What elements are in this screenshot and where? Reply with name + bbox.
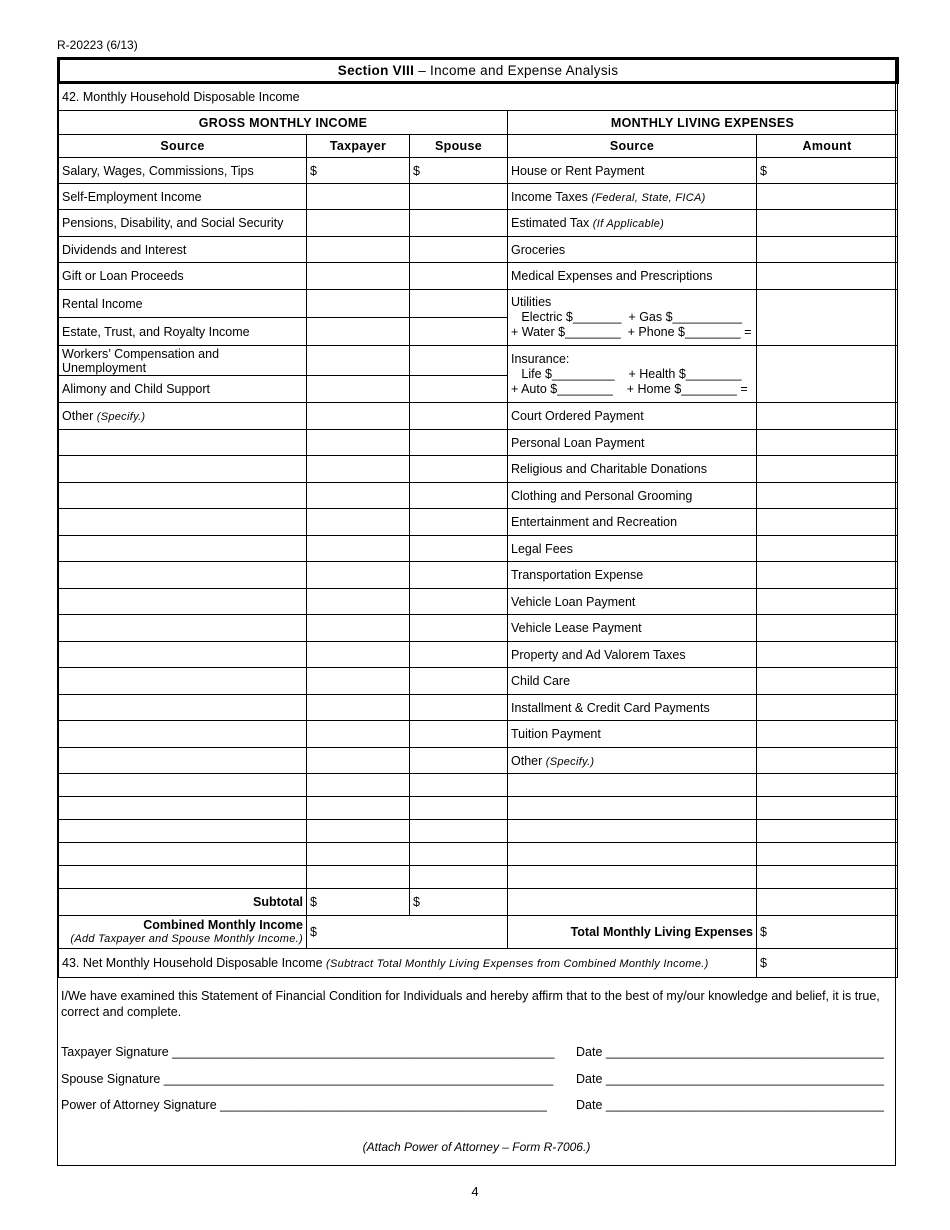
taxpayer-field[interactable] [307,318,410,346]
expense-income-taxes: Income Taxes (Federal, State, FICA) [508,184,757,210]
income-source-pensions: Pensions, Disability, and Social Security [59,210,307,237]
taxpayer-field[interactable] [307,820,410,843]
spouse-date-line[interactable]: Date ________________________________________ [576,1072,884,1086]
taxpayer-field[interactable] [307,695,410,721]
income-source-salary: Salary, Wages, Commissions, Tips [59,158,307,184]
income-source-rental: Rental Income [59,290,307,318]
spouse-field[interactable] [410,184,508,210]
income-blank-field[interactable] [59,589,307,615]
spouse-field[interactable] [410,642,508,668]
amount-field[interactable] [757,290,898,346]
spouse-field[interactable] [410,668,508,695]
income-blank-field[interactable] [59,615,307,642]
income-source-header: Source [59,135,307,158]
expense-estimated-tax: Estimated Tax (If Applicable) [508,210,757,237]
taxpayer-field[interactable] [307,615,410,642]
spouse-field[interactable] [410,797,508,820]
income-blank-field[interactable] [59,748,307,774]
amount-field[interactable] [757,797,898,820]
income-blank-field[interactable] [59,562,307,589]
amount-field[interactable] [757,889,898,916]
spouse-field[interactable] [410,210,508,237]
total-expenses-label: Total Monthly Living Expenses [508,916,757,949]
combined-income-label: Combined Monthly Income (Add Taxpayer and Spouse Monthly Income.) [59,916,307,949]
amount-header: Amount [757,135,898,158]
taxpayer-field[interactable] [307,721,410,748]
amount-field[interactable] [757,536,898,562]
spouse-header: Spouse [410,135,508,158]
total-expenses-field[interactable]: $ [757,916,898,949]
income-blank-field[interactable] [59,509,307,536]
income-blank-field[interactable] [59,430,307,456]
income-blank-field[interactable] [59,483,307,509]
income-blank-field[interactable] [59,642,307,668]
expense-source-header: Source [508,135,757,158]
income-source-self-employment: Self-Employment Income [59,184,307,210]
amount-field[interactable] [757,184,898,210]
spouse-field[interactable] [410,866,508,889]
taxpayer-field[interactable] [307,774,410,797]
expense-blank-field[interactable] [508,889,757,916]
income-blank-field[interactable] [59,456,307,483]
spouse-field[interactable] [410,748,508,774]
expense-clothing: Clothing and Personal Grooming [508,483,757,509]
living-expenses-header: MONTHLY LIVING EXPENSES [508,111,898,135]
income-blank-field[interactable] [59,774,307,797]
poa-signature-line[interactable]: Power of Attorney Signature _______________________________________________ [61,1098,547,1112]
expense-installment-credit: Installment & Credit Card Payments [508,695,757,721]
spouse-field[interactable] [410,589,508,615]
expense-other: Other (Specify.) [508,748,757,774]
income-blank-field[interactable] [59,668,307,695]
spouse-subtotal-field[interactable]: $ [410,889,508,916]
taxpayer-field[interactable] [307,589,410,615]
taxpayer-field[interactable] [307,403,410,430]
section-title: Section VIII – Income and Expense Analysis [59,59,898,83]
taxpayer-field[interactable] [307,642,410,668]
expense-groceries: Groceries [508,237,757,263]
poa-date-line[interactable]: Date ________________________________________ [576,1098,884,1112]
amount-field[interactable] [757,695,898,721]
expense-child-care: Child Care [508,668,757,695]
expense-blank-field[interactable] [508,866,757,889]
amount-field[interactable] [757,642,898,668]
amount-field[interactable] [757,668,898,695]
income-source-other: Other (Specify.) [59,403,307,430]
spouse-field[interactable] [410,456,508,483]
taxpayer-field[interactable] [307,346,410,376]
amount-field[interactable] [757,615,898,642]
taxpayer-field[interactable] [307,456,410,483]
page-number: 4 [471,1184,479,1199]
spouse-field[interactable] [410,562,508,589]
expense-utilities: Utilities Electric $_______ + Gas $__________ + Water $________ + Phone $________ = [508,290,757,346]
taxpayer-field[interactable] [307,210,410,237]
taxpayer-field[interactable] [307,263,410,290]
spouse-field[interactable] [410,237,508,263]
amount-field[interactable] [757,721,898,748]
spouse-field[interactable] [410,774,508,797]
income-source-alimony: Alimony and Child Support [59,376,307,403]
amount-field[interactable] [757,483,898,509]
spouse-field[interactable] [410,318,508,346]
expense-medical: Medical Expenses and Prescriptions [508,263,757,290]
spouse-field[interactable] [410,721,508,748]
taxpayer-date-line[interactable]: Date ________________________________________ [576,1045,884,1059]
spouse-field[interactable] [410,820,508,843]
spouse-field[interactable] [410,403,508,430]
amount-field[interactable] [757,346,898,403]
taxpayer-field[interactable] [307,237,410,263]
amount-field[interactable] [757,589,898,615]
taxpayer-field[interactable] [307,509,410,536]
taxpayer-field[interactable] [307,483,410,509]
expense-entertainment: Entertainment and Recreation [508,509,757,536]
spouse-field[interactable] [410,843,508,866]
income-blank-field[interactable] [59,866,307,889]
amount-field[interactable] [757,562,898,589]
taxpayer-signature-line[interactable]: Taxpayer Signature _______________________________________________________ [61,1045,555,1059]
spouse-field[interactable]: $ [410,158,508,184]
amount-field[interactable] [757,237,898,263]
net-income-field[interactable]: $ [757,949,898,978]
amount-field[interactable]: $ [757,158,898,184]
line-42-label: 42. Monthly Household Disposable Income [59,83,898,111]
spouse-signature-line[interactable]: Spouse Signature ________________________________________________________ [61,1072,554,1086]
taxpayer-field[interactable] [307,843,410,866]
expense-court-ordered: Court Ordered Payment [508,403,757,430]
spouse-field[interactable] [410,695,508,721]
income-blank-field[interactable] [59,536,307,562]
expense-personal-loan: Personal Loan Payment [508,430,757,456]
taxpayer-field[interactable]: $ [307,158,410,184]
amount-field[interactable] [757,843,898,866]
spouse-field[interactable] [410,346,508,376]
income-source-dividends: Dividends and Interest [59,237,307,263]
expense-insurance: Insurance: Life $_________ + Health $________ + Auto $________ + Home $________ = [508,346,757,403]
taxpayer-field[interactable] [307,866,410,889]
expense-transportation: Transportation Expense [508,562,757,589]
expense-blank-field[interactable] [508,797,757,820]
attestation-statement: I/We have examined this Statement of Financial Condition for Individuals and hereby affirm that to the best of my/our knowledge and belief, it is true, correct and complete. [61,989,880,1019]
attach-poa-note: (Attach Power of Attorney – Form R-7006.) [362,1140,591,1154]
spouse-field[interactable] [410,509,508,536]
income-source-estate: Estate, Trust, and Royalty Income [59,318,307,346]
spouse-field[interactable] [410,263,508,290]
spouse-field[interactable] [410,483,508,509]
income-blank-field[interactable] [59,695,307,721]
expense-vehicle-lease: Vehicle Lease Payment [508,615,757,642]
expense-blank-field[interactable] [508,843,757,866]
expense-legal-fees: Legal Fees [508,536,757,562]
amount-field[interactable] [757,430,898,456]
taxpayer-field[interactable] [307,797,410,820]
expense-blank-field[interactable] [508,820,757,843]
spouse-field[interactable] [410,376,508,403]
amount-field[interactable] [757,456,898,483]
expense-tuition: Tuition Payment [508,721,757,748]
spouse-field[interactable] [410,615,508,642]
taxpayer-field[interactable] [307,562,410,589]
income-blank-field[interactable] [59,721,307,748]
combined-income-field[interactable]: $ [307,916,508,949]
form-number: R-20223 (6/13) [57,38,138,52]
expense-donations: Religious and Charitable Donations [508,456,757,483]
amount-field[interactable] [757,820,898,843]
amount-field[interactable] [757,774,898,797]
income-source-gift-loan: Gift or Loan Proceeds [59,263,307,290]
expense-vehicle-loan: Vehicle Loan Payment [508,589,757,615]
expense-property-taxes: Property and Ad Valorem Taxes [508,642,757,668]
income-source-workers-comp: Workers’ Compensation and Unemployment [59,346,307,376]
amount-field[interactable] [757,263,898,290]
taxpayer-field[interactable] [307,290,410,318]
taxpayer-field[interactable] [307,376,410,403]
taxpayer-header: Taxpayer [307,135,410,158]
spouse-field[interactable] [410,430,508,456]
income-blank-field[interactable] [59,843,307,866]
taxpayer-field[interactable] [307,748,410,774]
expense-blank-field[interactable] [508,774,757,797]
income-blank-field[interactable] [59,820,307,843]
taxpayer-field[interactable] [307,184,410,210]
spouse-field[interactable] [410,536,508,562]
amount-field[interactable] [757,509,898,536]
taxpayer-subtotal-field[interactable]: $ [307,889,410,916]
taxpayer-field[interactable] [307,430,410,456]
taxpayer-field[interactable] [307,668,410,695]
amount-field[interactable] [757,866,898,889]
expense-house: House or Rent Payment [508,158,757,184]
amount-field[interactable] [757,748,898,774]
income-expense-table [57,57,899,978]
gross-income-header: GROSS MONTHLY INCOME [59,111,508,135]
amount-field[interactable] [757,403,898,430]
line-43-label: 43. Net Monthly Household Disposable Income (Subtract Total Monthly Living Expenses from Combined Monthly Income.) [59,949,757,978]
subtotal-label: Subtotal [59,889,307,916]
amount-field[interactable] [757,210,898,237]
taxpayer-field[interactable] [307,536,410,562]
income-blank-field[interactable] [59,797,307,820]
spouse-field[interactable] [410,290,508,318]
